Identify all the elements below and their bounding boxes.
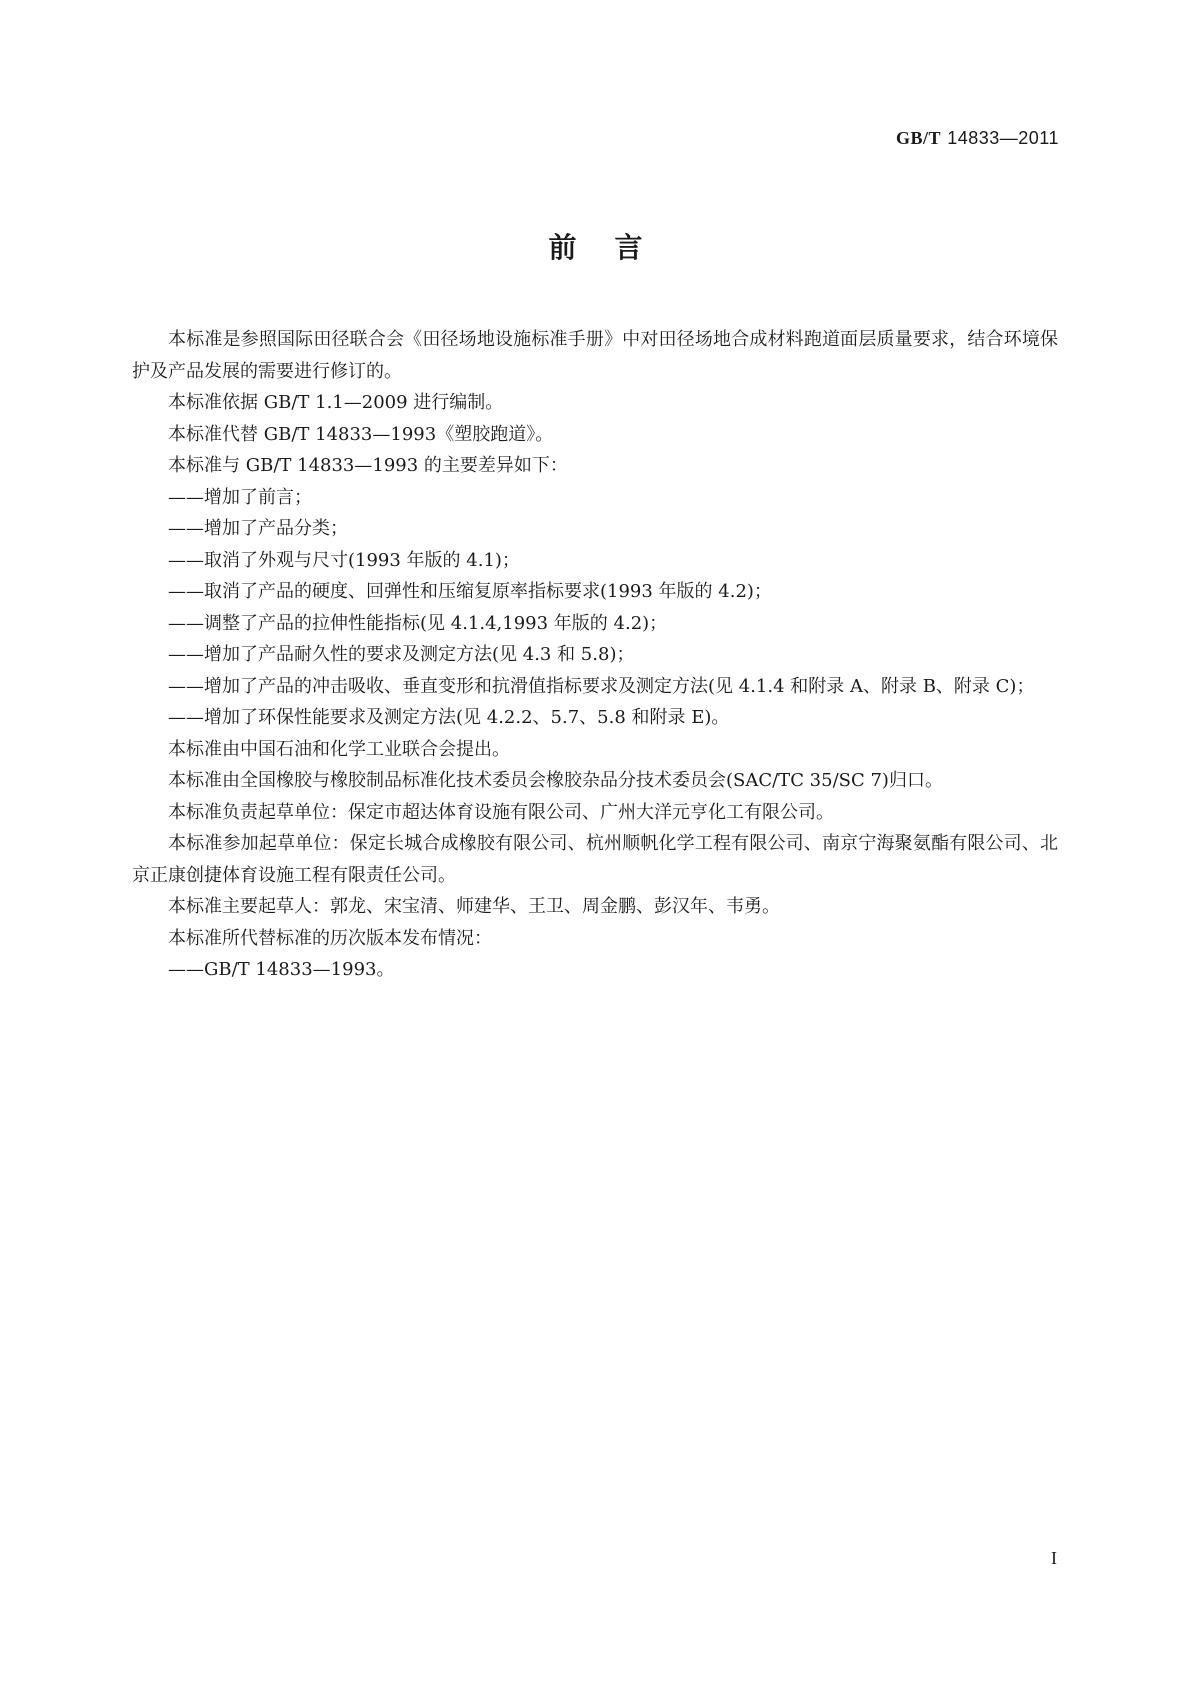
standard-code: GB/T [895, 128, 941, 148]
paragraph-basis: 本标准是参照国际田径联合会《田径场地设施标准手册》中对田径场地合成材料跑道面层质量要求，结合环境保护及产品发展的需要进行修订的。 [132, 329, 1058, 382]
paragraph-proposer: 本标准由中国石油和化学工业联合会提出。 [168, 738, 510, 760]
change-item: ——增加了环保性能要求及测定方法(见 4.2.2、5.7、5.8 和附录 E)。 [168, 707, 730, 728]
paragraph-main-drafters: 本标准主要起草人：郭龙、宋宝清、师建华、王卫、周金鹏、彭汉年、韦勇。 [168, 896, 780, 917]
page-number: I [1051, 1548, 1057, 1568]
paragraph-technical-committee: 本标准由全国橡胶与橡胶制品标准化技术委员会橡胶杂品分技术委员会(SAC/TC 35/SC 7)归口。 [168, 770, 943, 791]
change-item: ——调整了产品的拉伸性能指标(见 4.1.4,1993 年版的 4.2)； [168, 612, 668, 634]
change-item: ——增加了前言； [168, 486, 312, 508]
change-item: ——取消了产品的硬度、回弹性和压缩复原率指标要求(1993 年版的 4.2)； [168, 581, 772, 602]
foreword-body [132, 324, 1058, 986]
history-item: ——GB/T 14833—1993。 [168, 959, 395, 980]
page-title: 前言 [548, 231, 681, 264]
change-item: ——增加了产品耐久性的要求及测定方法(见 4.3 和 5.8)； [168, 644, 635, 665]
change-item: ——增加了产品分类； [168, 518, 348, 539]
paragraph-participating-drafters: 本标准参加起草单位：保定长城合成橡胶有限公司、杭州顺帆化学工程有限公司、南京宁海聚氨酯有限公司、北京正康创捷体育设施工程有限责任公司。 [132, 833, 1058, 886]
standard-number: 14833—2011 [947, 128, 1059, 148]
paragraph-drafting-rules: 本标准依据 GB/T 1.1—2009 进行编制。 [168, 392, 504, 413]
paragraph-differences-intro: 本标准与 GB/T 14833—1993 的主要差异如下： [168, 455, 568, 476]
change-item: ——增加了产品的冲击吸收、垂直变形和抗滑值指标要求及测定方法(见 4.1.4 和附录 A、附录 B、附录 C)； [168, 675, 1035, 697]
paragraph-history-intro: 本标准所代替标准的历次版本发布情况： [168, 927, 492, 949]
paragraph-lead-drafters: 本标准负责起草单位：保定市超达体育设施有限公司、广州大洋元亨化工有限公司。 [168, 801, 834, 823]
change-item: ——取消了外观与尺寸(1993 年版的 4.1)； [168, 549, 520, 571]
paragraph-replaces: 本标准代替 GB/T 14833—1993《塑胶跑道》。 [168, 423, 554, 445]
standard-number-header [896, 128, 1059, 149]
